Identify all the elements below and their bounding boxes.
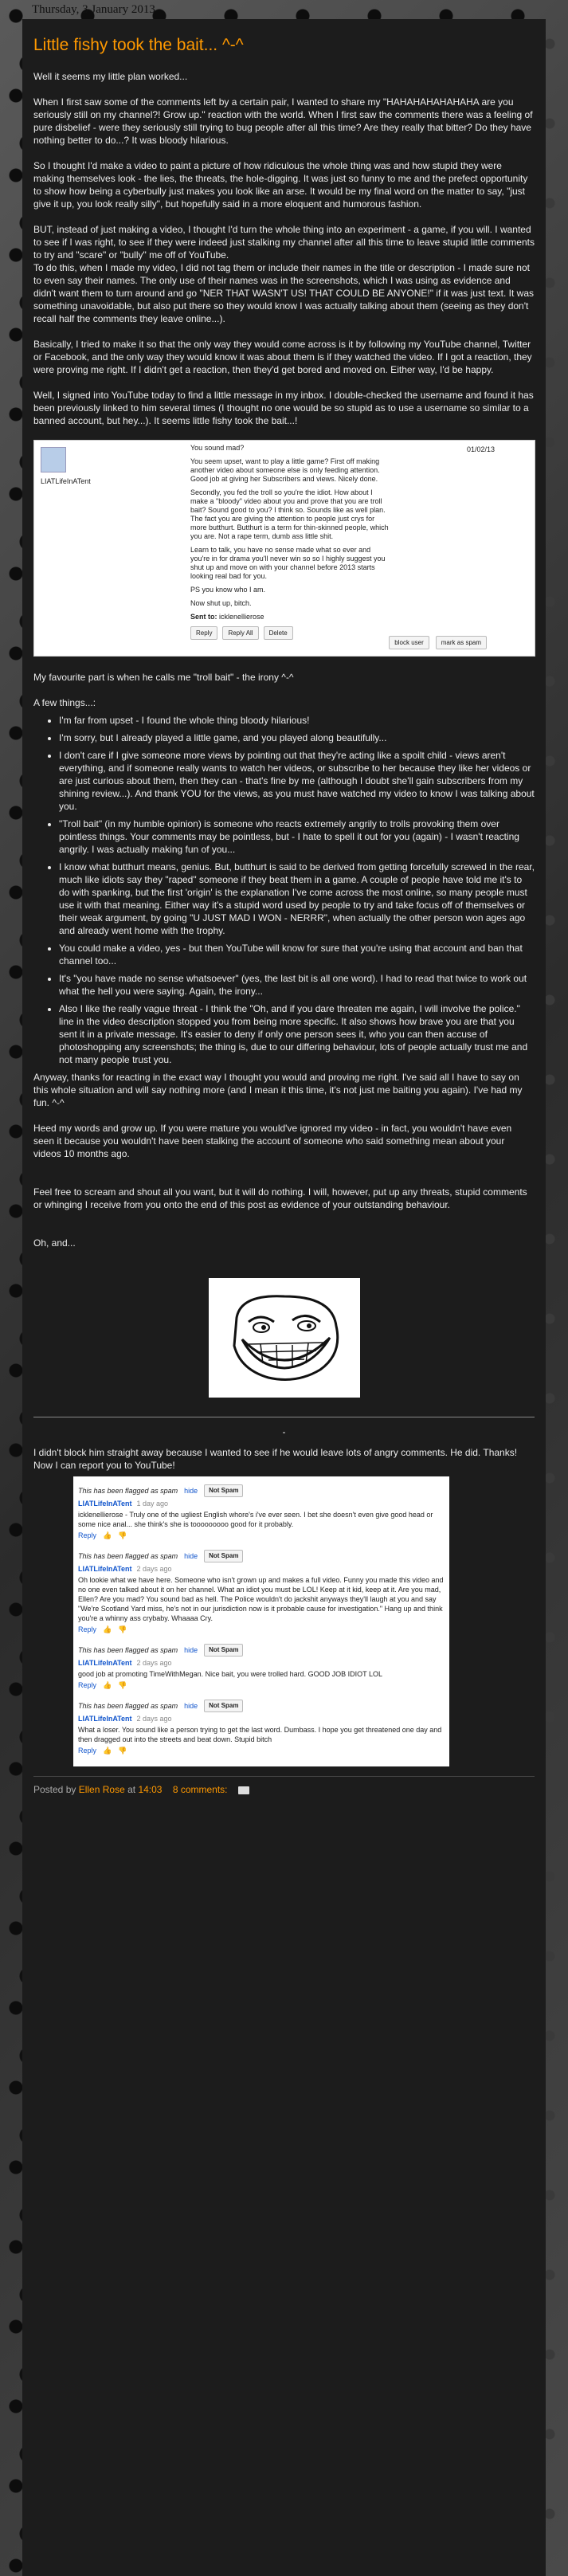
- comments-screenshot: [73, 1476, 449, 1766]
- message-moderation: [389, 636, 487, 649]
- comment-body: What a loser. You sound like a person trying to get the last word. Dumbass. I hope you get threatened one day and then dragged out into the streets and beat down. Stupid bitch: [78, 1726, 442, 1743]
- email-post-icon[interactable]: [238, 1786, 249, 1794]
- troll-face-icon: [225, 1290, 344, 1386]
- post-paragraph: So I thought I'd make a video to paint a picture of how ridiculous the whole thing was and how stupid they were making themselves look - the lies, the threats, the hole-digging. It was just so funny to me and the prefect opportunity to show how being a cyberbully just makes you look like an arse. It would be my final word on the matter to say, "just give it up, you look really silly", but hopefully said in a more eloquent and humorous fashion.: [33, 160, 528, 210]
- message-body-line: PS you know who I am.: [190, 586, 266, 594]
- thumbs-up-icon[interactable]: 👍: [103, 1625, 112, 1633]
- message-content: [190, 444, 390, 640]
- comments-link[interactable]: 8 comments:: [172, 1784, 228, 1795]
- block-user-button[interactable]: block user: [389, 636, 429, 649]
- comment-author[interactable]: LIATLifeInATent: [78, 1659, 132, 1667]
- comment-actions: [78, 1746, 445, 1755]
- spam-flag-row: [78, 1484, 445, 1497]
- post-footer: [33, 1776, 535, 1796]
- date-header: Thursday, 3 January 2013: [32, 3, 155, 16]
- post-paragraph: My favourite part is when he calls me "troll bait" - the irony ^-^: [33, 672, 294, 683]
- hide-link[interactable]: hide: [184, 1552, 198, 1560]
- list-item: • I don't care if I give someone more views by pointing out that they're acting like a spoilt child - views aren't everything, and if someone really wants to watch her videos, or subscribe to her because they like her videos or are just curious about them, then they can - that's fine by me (although I doubt she'll gain subscribers from my shining review...). And thank YOU for the views, as you must have watched my video to know I was talking about you.: [59, 749, 535, 813]
- post-title[interactable]: Little fishy took the bait... ^-^: [33, 36, 244, 54]
- reply-link[interactable]: Reply: [78, 1531, 97, 1539]
- comment-body: good job at promoting TimeWithMegan. Nice bait, you were trolled hard. GOOD JOB IDIOT LOL: [78, 1670, 382, 1678]
- sent-to-user: icklenellierose: [219, 613, 264, 621]
- spam-flag-text: This has been flagged as spam: [78, 1487, 178, 1495]
- not-spam-button[interactable]: Not Spam: [204, 1644, 243, 1657]
- hide-link[interactable]: hide: [184, 1646, 198, 1654]
- comment-time: 2 days ago: [136, 1715, 172, 1723]
- spam-flag-text: This has been flagged as spam: [78, 1552, 178, 1560]
- list-item: • I'm far from upset - I found the whole thing bloody hilarious!: [59, 714, 535, 727]
- comment-actions: [78, 1531, 445, 1540]
- list-item: • You could make a video, yes - but then YouTube will know for sure that you're using that account and ban that channel too...: [59, 942, 535, 967]
- comment-actions: [78, 1625, 445, 1634]
- reply-link[interactable]: Reply: [78, 1681, 97, 1689]
- author-link[interactable]: Ellen Rose: [78, 1784, 125, 1795]
- post-paragraph: Feel free to scream and shout all you want, but it will do nothing. I will, however, put up any threats, stupid comments or whinging I receive from you onto the end of this post as evidence of your outstanding behaviour.: [33, 1186, 527, 1210]
- message-date: 01/02/13: [466, 445, 495, 453]
- post-paragraph: Heed my words and grow up. If you were mature you would've ignored my video - in fact, you wouldn't have even seen it because you wouldn't have been stalking the account of someone who said something mean about your videos 10 months ago.: [33, 1123, 512, 1159]
- thumbs-up-icon[interactable]: 👍: [103, 1681, 112, 1689]
- list-item: • I know what butthurt means, genius. But, butthurt is said to be derived from getting forcefully screwed in the rear, much like idiots say they "raped" someone if they beat them in a game. A couple of people have told me it's to do with spanking, but the first 'origin' is the explanation I've come across the most online, so many people must use it with that meaning. Either way it's a stupid word used by people to try and take focus off of themselves or their weak argument, by going "U JUST MAD I WON - NERRR", when actually the other person won ages ago and already went home with the trophy.: [59, 861, 535, 937]
- comment-author[interactable]: LIATLifeInATent: [78, 1715, 132, 1723]
- thumbs-up-icon[interactable]: 👍: [103, 1531, 112, 1539]
- spam-flag-text: This has been flagged as spam: [78, 1646, 178, 1654]
- spam-flag-row: [78, 1700, 445, 1712]
- thumbs-down-icon[interactable]: 👎: [118, 1531, 127, 1539]
- comment-actions: [78, 1680, 445, 1690]
- post-paragraph: Well it seems my little plan worked...: [33, 71, 188, 82]
- blog-post: [22, 19, 546, 2576]
- comment-body: Oh lookie what we have here. Someone who isn't grown up and makes a full video. Funny you made this video and no one even talked about it on her channel. What an idiot you must be LOL! Keep at it kid, keep at it. Are you mad, Ellen? Are you mad? You sound bad as hell. The Police wouldn't do jackshit anyways they'll laugh at you and say "We're Scotland Yard miss, he's not in our jurisdiction now is it probable cause for investigation." Hang up and think you're a whinny ass crybaby. Whaaaa Cry.: [78, 1576, 444, 1622]
- spam-comment: [78, 1641, 445, 1696]
- youtube-message-screenshot: [33, 440, 535, 657]
- list-item: • Also I like the really vague threat - I think the "Oh, and if you dare threaten me again, I will involve the police." line in the video description stopped you from being more specific. It also shows how brave you are that you sent it in a private message. It's easier to deny if only one person sees it, who you can then accuse of photoshopping any screenshots; the thing is, due to our differing behaviour, lots of people actually trust me and not many people trust you.: [59, 1002, 535, 1066]
- thumbs-down-icon[interactable]: 👎: [118, 1747, 127, 1755]
- not-spam-button[interactable]: Not Spam: [204, 1700, 243, 1712]
- hide-link[interactable]: hide: [184, 1702, 198, 1710]
- post-paragraph: Basically, I tried to make it so that the only way they would come across is it by following my YouTube channel, Twitter or Facebook, and the only way they would know it was about them is if they watched the video. If I got a reaction, they were proving me right. If I didn't get a reaction, then they'd get bored and moved on. Either way, I'd be happy.: [33, 339, 532, 375]
- message-body-line: Secondly, you fed the troll so you're the idiot. How about I make a "bloody" video about you and prove that you are troll bait? Sound good to you? I think so. Sounds like as well plan. The fact you are giving the attention to people just crys for more butthurt. Butthurt is a term for thin-skinned people, which you are. Not a rape term, dumb ass little shit.: [190, 488, 389, 540]
- message-body-line: You seem upset, want to play a little game? First off making another video about someone else is only feeding attention. Good job at giving her Subscribers and views. Nicely done.: [190, 457, 380, 483]
- reply-all-button[interactable]: Reply All: [222, 626, 258, 640]
- hide-link[interactable]: hide: [184, 1487, 198, 1495]
- spam-flag-text: This has been flagged as spam: [78, 1702, 178, 1710]
- spam-comment: [78, 1547, 445, 1641]
- comment-time: 2 days ago: [136, 1565, 172, 1573]
- message-actions: [190, 626, 390, 640]
- post-paragraph: Well, I signed into YouTube today to find a little message in my inbox. I double-checked the username and found it has been previously linked to him several times (I thought no one would be so stupid as to use a username so similar to a banned account, but hey...). It seems little fishy took the bait...!: [33, 390, 534, 426]
- thumbs-up-icon[interactable]: 👍: [103, 1747, 112, 1755]
- sender-block: [41, 447, 104, 486]
- comment-time: 2 days ago: [136, 1659, 172, 1667]
- sent-to-label: Sent to:: [190, 613, 217, 621]
- comment-time: 1 day ago: [136, 1500, 169, 1508]
- post-paragraph: When I first saw some of the comments left by a certain pair, I wanted to share my "HAHAHAHAHAHAHA are you seriously still on my channel?! Grow up." reaction with the world. When I first saw the comments there was a feeling of pure disbelief - were they seriously still trying to bug people after all this time? Are they really that bitter? Do they have nothing better to do...? It was bloody hilarious.: [33, 96, 533, 146]
- sender-name: LIATLifeInATent: [41, 477, 91, 485]
- message-subject: You sound mad?: [190, 444, 245, 452]
- avatar: [41, 447, 66, 472]
- not-spam-button[interactable]: Not Spam: [204, 1550, 243, 1562]
- delete-button[interactable]: Delete: [264, 626, 293, 640]
- at-label: at: [127, 1784, 136, 1795]
- thumbs-down-icon[interactable]: 👎: [118, 1625, 127, 1633]
- post-paragraph: Oh, and...: [33, 1237, 76, 1249]
- divider-mark: -: [282, 1426, 286, 1437]
- sent-to: [190, 613, 390, 621]
- post-paragraph: BUT, instead of just making a video, I thought I'd turn the whole thing into an experiment - a game, if you will. I wanted to see if I was right, to see if they were indeed just stalking my channel after all this time to leave stupid little comments to try and "scare" or "bully" me off of YouTube. To do this, when I made my video, I did not tag them or include their names in the title or description - I made sure not to even say their names. The only use of their names was in the screenshots, which I was using as evidence and didn't want them to turn around and go "NER THAT WASN'T US! THAT COULD BE ANYONE!" if it was just text. It was something unavoidable, but also put there so they would know I was actually talking about them (seeing as they don't recall half the comments they leave online...).: [33, 224, 535, 324]
- list-item: • "Troll bait" (in my humble opinion) is someone who reacts extremely angrily to trolls provoking them over pointless things. Your comments may be pointless, but - I hate to spell it out for you (again) - I wasn't reacting angrily. I was actually making fun of you...: [59, 817, 535, 856]
- comment-author[interactable]: LIATLifeInATent: [78, 1500, 132, 1508]
- reply-link[interactable]: Reply: [78, 1625, 97, 1633]
- timestamp-link[interactable]: 14:03: [138, 1784, 163, 1795]
- posted-by-label: Posted by: [33, 1784, 76, 1795]
- comment-body: icklenellierose - Truly one of the ugliest English whore's i've ever seen. I bet she doesn't even give good head or some nice anal... she think's she is tooooooooo good for it probably.: [78, 1511, 433, 1528]
- list-item: • It's "you have made no sense whatsoever" (yes, the last bit is all one word). I had to read that twice to work out what the hell you were saying. Again, the irony...: [59, 972, 535, 998]
- mark-spam-button[interactable]: mark as spam: [436, 636, 487, 649]
- comment-author[interactable]: LIATLifeInATent: [78, 1565, 132, 1573]
- troll-face-image: [209, 1278, 360, 1398]
- list-item: • I'm sorry, but I already played a little game, and you played along beautifully...: [59, 731, 535, 744]
- message-body-line: Now shut up, bitch.: [190, 599, 252, 607]
- spam-comment: [78, 1481, 445, 1547]
- message-body-line: Learn to talk, you have no sense made what so ever and you're in for drama you'll never win so so I highly suggest you shut up and move on with your channel before 2013 starts looking real bad for you.: [190, 546, 386, 580]
- post-paragraph: A few things...:: [33, 697, 96, 708]
- spam-comment: [78, 1696, 445, 1762]
- thumbs-down-icon[interactable]: 👎: [118, 1681, 127, 1689]
- reply-button[interactable]: Reply: [190, 626, 217, 640]
- things-list: [33, 714, 535, 1066]
- spam-flag-row: [78, 1644, 445, 1657]
- post-paragraph: Anyway, thanks for reacting in the exact way I thought you would and proving me right. I've said all I have to say on this whole situation and will say nothing more (and I mean it this time, it's not just me baiting you again). I've had my fun. ^-^: [33, 1072, 523, 1108]
- post-paragraph: I didn't block him straight away because I wanted to see if he would leave lots of angry comments. He did. Thanks! Now I can report you to YouTube!: [33, 1447, 518, 1471]
- not-spam-button[interactable]: Not Spam: [204, 1484, 243, 1497]
- spam-flag-row: [78, 1550, 445, 1562]
- reply-link[interactable]: Reply: [78, 1747, 97, 1755]
